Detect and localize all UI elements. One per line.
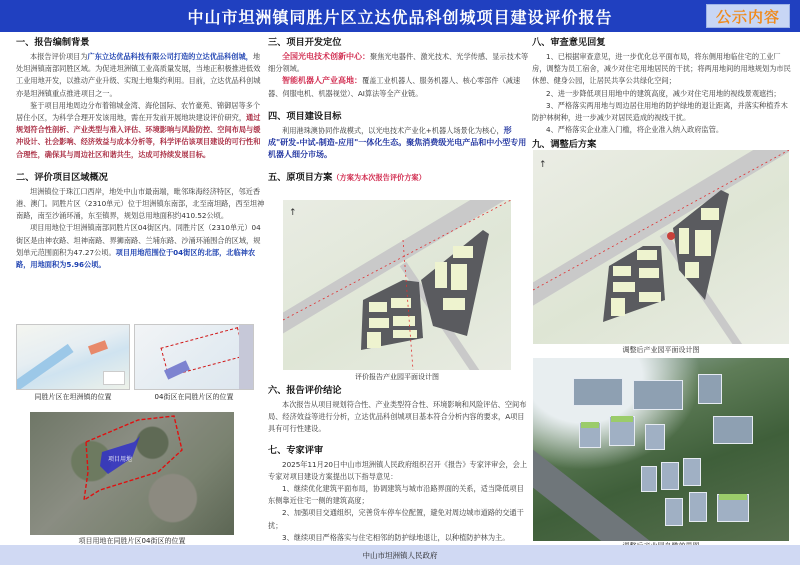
north-arrow-icon: ↑ xyxy=(289,208,297,218)
section-1-paragraph-1 xyxy=(16,51,266,100)
north-arrow-icon: ↑ xyxy=(539,160,547,170)
aerial-site-photo xyxy=(30,412,234,535)
adjusted-aerial-rendering xyxy=(533,358,789,541)
positioning-item-2 xyxy=(268,75,530,99)
section-2-paragraph-1: 坦洲镇位于珠江口西岸，地处中山市最南端，毗邻珠海经济特区，邻近香港、澳门。同胜片区（2310单元）位于坦洲镇东南部，北至南坦路，西至坦神南路，南至沙涌环涌，东至镇界，规划总用地面积约410.52公顷。 xyxy=(16,186,265,221)
section-5-title xyxy=(268,171,530,185)
text: 鉴于项目用地周边分布着锦城金湾、海伦国际、农竹豪苑、锦御居等多个居住小区，为科学合理开发该用地，需在开发前开展地块建设评价研究， xyxy=(16,100,261,123)
green-roof xyxy=(581,422,599,428)
map-tongsheng-in-tanzhou xyxy=(16,324,130,390)
left-column xyxy=(16,36,266,271)
item-label: 智能机器人产业高地： xyxy=(282,76,362,86)
positioning-item-1 xyxy=(268,51,530,75)
river-shape xyxy=(239,325,253,390)
plan-overlay xyxy=(533,150,789,344)
section-2-title: 二、评价项目区域概况 xyxy=(16,171,108,183)
background-building xyxy=(698,374,722,404)
industrial-building xyxy=(689,492,707,522)
industrial-building xyxy=(665,498,683,526)
review-reply-3: 3、严格落实两用地与周边居住用地的防护绿地的退让距离，并落实种植乔木防护林树种，进一步减少对居民造成的视线干扰。 xyxy=(532,100,788,123)
background-building xyxy=(633,380,683,410)
page-title: 中山市坦洲镇同胜片区立达优品科创城项目建设评价报告 xyxy=(187,7,613,27)
section-4-title: 四、项目建设目标 xyxy=(268,110,342,122)
section-2-paragraph-2 xyxy=(16,222,266,271)
purpose-highlight: 通过规划符合性剖析、产业类型与准入评估、环境影响与风险防控、空间布局与缓冲设计、社会影响、经济效益与成本分析等，科学评估该项目建设的可行性和合理性，确保其与周边社区和谐共生，达成可持续发展目标。 xyxy=(16,113,261,159)
map1-caption: 同胜片区在坦洲镇的位置 xyxy=(34,393,112,401)
text: 项目用地位于坦洲镇南部同胜片区04街区内。同胜片区（2310单元）04街区是由神农路、坦神南路、界狮南路、兰埔东路、沙涌环涌围合的区域，规划单元范围面积为47.27公顷。 xyxy=(16,223,261,257)
site-boundary-overlay xyxy=(30,412,234,535)
map-legend xyxy=(103,371,125,385)
text: 本报告评价项目为 xyxy=(30,52,88,61)
industrial-building xyxy=(683,458,701,486)
middle-column-lower xyxy=(268,384,530,544)
right-column xyxy=(532,36,794,153)
title-note: （方案为本次报告评价方案） xyxy=(332,173,426,183)
text: 地处坦洲镇南部同胜区域。为促进坦洲镇工业高质量发展，当地正积极推进低效工业用地开发，以推动产业升级、实现土地集约利用。目前，立达优品科创城亦是坦洲镇重点推进项目之一。 xyxy=(16,52,261,98)
text: 覆盖工业机器人、服务机器人、核心零部件（减速器、伺服电机、机器视觉）、AI算法等全产业链。 xyxy=(268,76,521,98)
map2-caption: 04街区在同胜片区的位置 xyxy=(154,393,234,401)
section-7-title: 七、专家评审 xyxy=(268,444,324,456)
industrial-building xyxy=(645,424,665,450)
plan2-caption: 调整后产业园平面设计图 xyxy=(622,346,700,354)
public-notice-badge: 公示内容 xyxy=(706,4,790,28)
section-6-paragraph: 本次报告从项目规划符合性、产业类型符合性、环境影响和风险评估、空间布局、经济效益等进行分析，立达优品科创城项目基本符合分析内容的要求，A项目具有可行性建设。 xyxy=(268,400,527,434)
company-highlight: 广东立达优品科技有限公司打造的立达优品科创城， xyxy=(87,52,253,61)
text: 利用港珠澳协同作战模式，以光电技术产业化+机器人场景化为核心， xyxy=(282,125,504,135)
title-text: 五、原项目方案 xyxy=(268,172,333,184)
industrial-building xyxy=(641,466,657,492)
expert-opinion-1: 1、继续优化建筑平面布局，协调建筑与城市沿路界面的关系，适当降低项目东侧靠近住宅一侧的建筑高度； xyxy=(268,484,524,506)
district-highlight xyxy=(88,340,108,355)
plan-overlay xyxy=(283,200,511,370)
river-shape xyxy=(16,344,74,390)
map-block04-in-tongsheng xyxy=(134,324,254,390)
goal-highlight: 形成"研发-中试-制造-应用"一体化生态。聚焦消费级光电产品和中小型专用机器人细分市场。 xyxy=(268,125,527,160)
review-reply-2: 2、进一步降低项目用地中的建筑高度，减少对住宅用地的视线景观遮挡； xyxy=(546,88,781,98)
footer-bar xyxy=(0,545,800,565)
site-label: 项目用地 xyxy=(108,456,133,463)
original-site-plan xyxy=(283,200,511,370)
background-building xyxy=(713,416,753,444)
background-building xyxy=(573,378,623,406)
text: 聚焦光电器件、激光技术、光学传感、显示技术等细分领域。 xyxy=(268,52,529,74)
adjusted-site-plan xyxy=(533,150,789,344)
plan1-caption: 评价报告产业园平面设计图 xyxy=(355,373,439,381)
aerial-caption: 项目用地在同胜片区04街区的位置 xyxy=(78,537,186,545)
green-roof xyxy=(611,416,633,422)
green-roof xyxy=(719,494,747,500)
review-reply-4: 4、严格落实企业准入门槛，将企业准入纳入政府监管。 xyxy=(546,125,724,135)
section-8-title: 八、审查意见回复 xyxy=(532,37,606,48)
section-1-title: 一、报告编制背景 xyxy=(16,37,90,48)
section-1-paragraph-2 xyxy=(16,100,266,161)
review-reply-1: 1、已根据审查意见，进一步优化总平面布局，将东侧用地临住宅的工业厂房，调整为员工宿舍，减少对住宅用地居民的干扰；将两用地间的用地规划为市民休憩、健身公园，让居民共享公共绿化空间； xyxy=(532,52,791,86)
section-7-paragraph: 2025年11月20日中山市坦洲镇人民政府组织召开《报告》专家评审会，会上专家对项目建设方案提出以下指导意见： xyxy=(268,459,528,481)
header-bar xyxy=(0,0,800,32)
section-9-title: 九、调整后方案 xyxy=(532,139,597,151)
site-area-highlight: 项目用地范围位于04街区的北部，北临神农路，用地面积为5.96公顷。 xyxy=(16,247,256,270)
section-4-paragraph xyxy=(268,125,530,162)
issuer-name: 中山市坦洲镇人民政府 xyxy=(362,550,438,560)
middle-column xyxy=(268,36,530,186)
expert-opinion-2: 2、加强项目交通组织，完善货车停车位配置，避免对周边城市道路的交通干扰； xyxy=(268,508,524,530)
section-6-title: 六、报告评价结论 xyxy=(268,385,342,396)
expert-opinion-3: 3、继续项目严格落实与住宅相邻的防护绿地退让，以种植防护林为主。 xyxy=(282,532,510,542)
item-label: 全国光电技术创新中心： xyxy=(282,52,370,61)
section-3-title: 三、项目开发定位 xyxy=(268,37,342,48)
industrial-building xyxy=(661,462,679,490)
